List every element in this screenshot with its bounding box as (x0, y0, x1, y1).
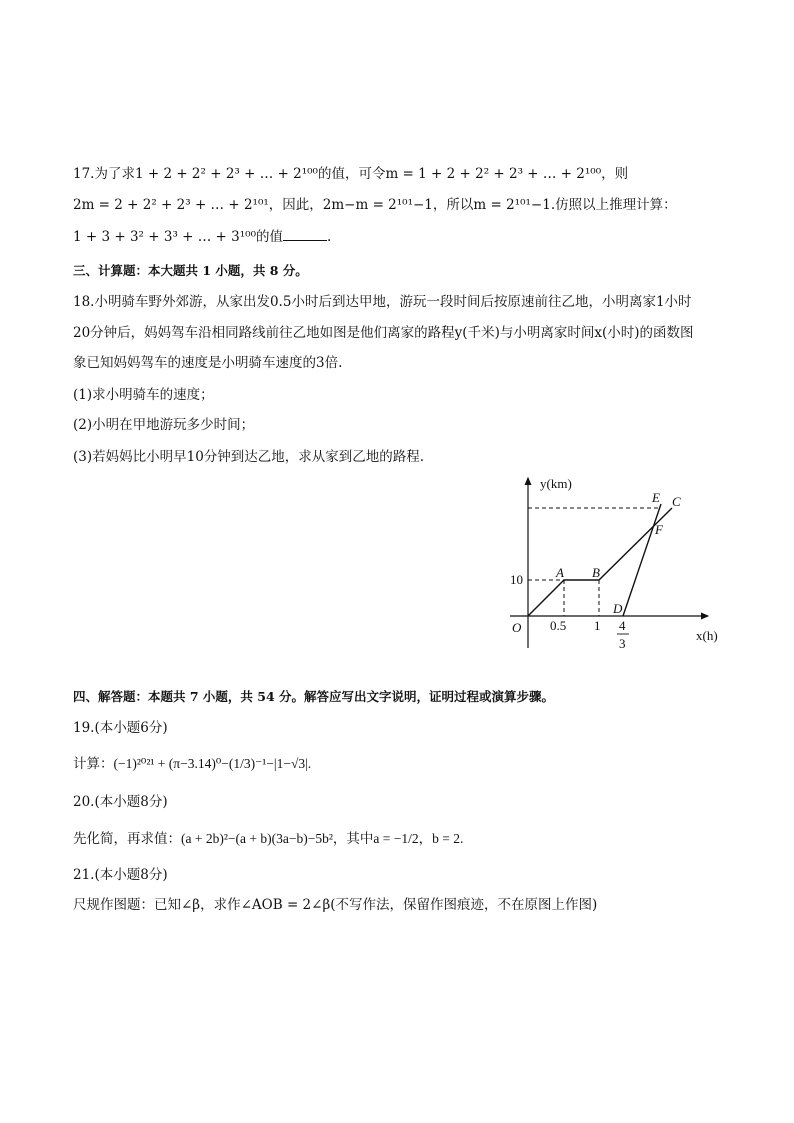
section-4-heading: 四、解答题：本题共 7 小题，共 54 分。解答应写出文字说明，证明过程或演算步骤。 (73, 689, 555, 704)
q19-header: 19.(本小题6分) (73, 720, 168, 736)
y-axis-label: y(km) (540, 476, 572, 491)
distance-time-graph (500, 470, 730, 660)
point-f-label: F (655, 522, 663, 537)
q17-line-2: 2m = 2 + 2² + 2³ + … + 2¹⁰¹，因此，2m−m = 2¹⁰¹−1，所以m = 2¹⁰¹−1.仿照以上推理计算： (73, 197, 677, 213)
xiaoming-path (528, 508, 672, 616)
origin-label: O (512, 620, 522, 635)
q19-body: 计算：(−1)²⁰²¹ + (π−3.14)⁰−(1/3)⁻¹−|1−√3|. (73, 756, 312, 771)
q17-line-3 (73, 228, 331, 246)
point-e-label: E (652, 490, 660, 505)
q17-period: . (326, 229, 332, 245)
y-tick-10: 10 (510, 572, 523, 587)
x-axis-label: x(h) (696, 628, 718, 643)
q20-header: 20.(本小题8分) (73, 794, 168, 810)
q18-part-1: (1)求小明骑车的速度； (73, 387, 214, 403)
q17-answer-blank[interactable] (283, 228, 327, 241)
q17-line-1: 17.为了求1 + 2 + 2² + 2³ + … + 2¹⁰⁰的值，可令m = 1 + 2 + 2² + 2³ + … + 2¹⁰⁰，则 (73, 166, 629, 182)
point-d-label: D (613, 601, 623, 616)
q18-line-1: 18.小明骑车野外郊游，从家出发0.5小时后到达甲地，游玩一段时间后按原速前往乙地，小明离家1小时 (73, 294, 692, 310)
x-tick-4-3-numerator: 4 (619, 618, 626, 633)
point-c-label: C (672, 494, 681, 509)
q20-body: 先化简，再求值：(a + 2b)²−(a + b)(3a−b)−5b²，其中a = −1/2，b = 2. (73, 831, 464, 846)
point-b-label: B (592, 565, 600, 580)
section-3-heading: 三、计算题：本大题共 1 小题，共 8 分。 (73, 263, 308, 278)
x-tick-1: 1 (594, 618, 601, 633)
q18-line-3: 象已知妈妈驾车的速度是小明骑车速度的3倍. (73, 355, 343, 371)
q18-part-3: (3)若妈妈比小明早10分钟到达乙地，求从家到乙地的路程. (73, 449, 425, 465)
q21-header: 21.(本小题8分) (73, 867, 168, 883)
q18-part-2: (2)小明在甲地游玩多少时间； (73, 417, 255, 433)
q21-body: 尺规作图题：已知∠β，求作∠AOB = 2∠β(不写作法，保留作图痕迹，不在原图上作图) (73, 897, 598, 913)
q18-line-2: 20分钟后，妈妈驾车沿相同路线前往乙地如图是他们离家的路程y(千米)与小明离家时间x(小时)的函数图 (73, 325, 694, 341)
q17-expression: 1 + 3 + 3² + 3³ + … + 3¹⁰⁰的值 (73, 229, 283, 245)
point-a-label: A (556, 565, 564, 580)
mom-path (623, 504, 661, 616)
x-tick-4-3-denominator: 3 (619, 636, 626, 651)
x-tick-0.5: 0.5 (550, 618, 567, 633)
